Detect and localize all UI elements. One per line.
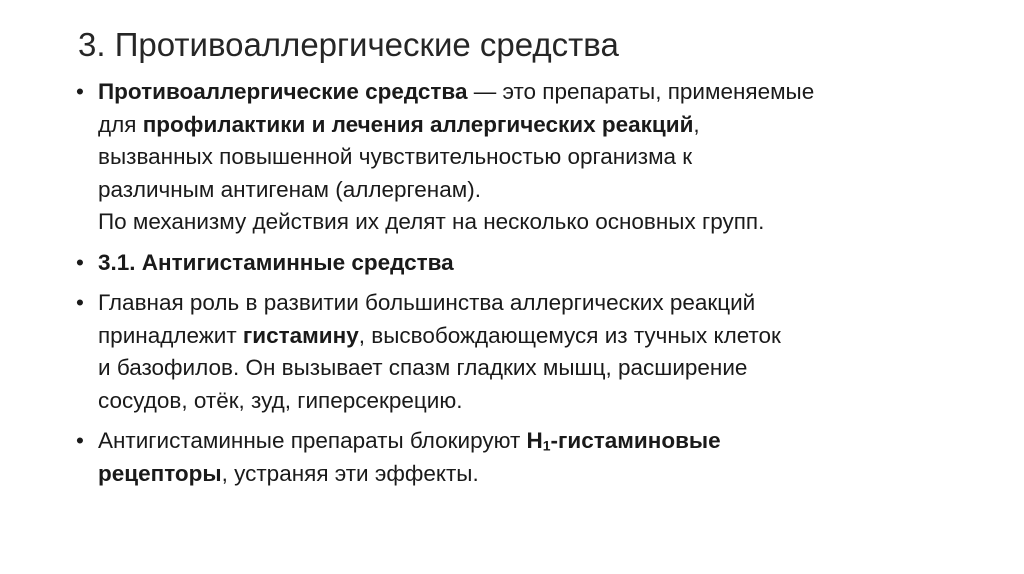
bullet-blockers (74, 425, 974, 490)
text-line (98, 385, 974, 418)
text-line (98, 320, 974, 353)
bullet-marker: • (76, 249, 84, 275)
bullet-marker: • (76, 79, 84, 104)
text-line (98, 352, 974, 385)
text-span: , устраняя эти эффекты. (221, 460, 479, 486)
text-span: для (98, 111, 143, 137)
text-span: вызванных повышенной чувствительностью организма к (98, 144, 693, 169)
subscript-1: 1 (542, 437, 551, 454)
text-span: — это препараты, применяемые (467, 79, 815, 104)
text-line (98, 287, 974, 320)
bold-term: профилактики и лечения аллергических реакций (142, 111, 694, 137)
text-span: принадлежит (98, 322, 243, 348)
text-line (98, 425, 974, 458)
bold-term (527, 428, 721, 453)
text-span: различным антигенам (аллергенам). (98, 176, 481, 202)
bullet-marker: • (76, 428, 84, 453)
bold-term: 3.1. Антигистаминные средства (98, 249, 454, 275)
slide-title: 3. Противоаллергические средства (78, 26, 619, 63)
text-span: , (693, 111, 700, 137)
bullet-marker: • (76, 290, 84, 315)
text-line (98, 206, 974, 239)
text-span: и базофилов. Он вызывает спазм гладких мышц, расширение (98, 355, 748, 380)
text-span: По механизму действия их делят на несколько основных групп. (98, 209, 765, 234)
bold-term: рецепторы (98, 460, 222, 486)
text-span: Антигистаминные препараты блокируют (98, 428, 527, 453)
text-span: сосудов, отёк, зуд, гиперсекрецию. (98, 387, 463, 413)
bullet-histamine-role (74, 287, 974, 417)
text-line (98, 76, 974, 109)
bold-term-h: H (526, 428, 543, 453)
text-line (98, 109, 974, 142)
text-line (98, 247, 974, 280)
text-line (98, 174, 974, 207)
text-span: Главная роль в развитии большинства аллергических реакций (98, 290, 756, 315)
text-span: , высвобождающемуся из тучных клеток (358, 322, 781, 348)
text-line (98, 458, 974, 491)
bullet-definition (74, 76, 974, 239)
text-line (98, 141, 974, 174)
bold-term: Противоаллергические средства (98, 79, 468, 104)
bold-term-rest: -гистаминовые (550, 428, 721, 453)
bullet-subheading (74, 247, 974, 280)
bold-term: гистамину (242, 322, 359, 348)
bullet-list (74, 76, 974, 490)
